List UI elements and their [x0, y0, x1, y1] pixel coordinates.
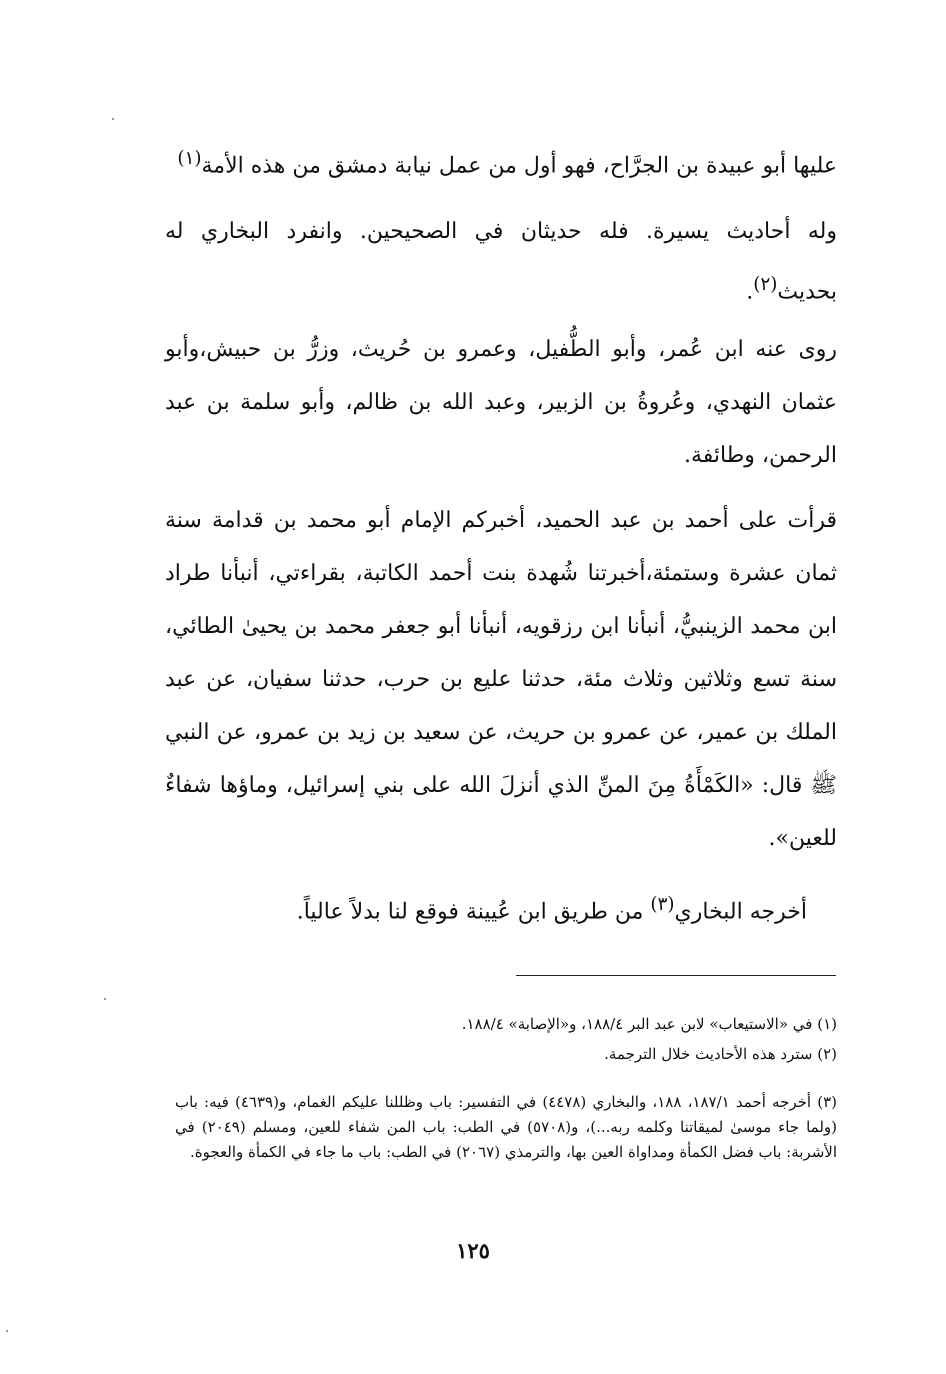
paragraph-4-text: قرأت على أحمد بن عبد الحميد، أخبركم الإمام أبو محمد بن قدامة سنة ثمان عشرة وستمئة،أخبرتنا شُهدة بنت أحمد الكاتبة، بقراءتي، أنبأنا طراد ابن محمد الزينبيُّ، أنبأنا ابن رزقويه، أنبأنا أبو جعفر محمد بن يحيىٰ الطائي، سنة تسع وثلاثين وثلاث مئة، حدثنا عليع بن حرب، حدثنا سفيان، عن عبد الملك بن عمير، عن عمرو بن حريث، عن سعيد بن زيد بن عمرو، عن النبي ﷺ قال: «الكَمْأَةُ مِنَ المنِّ الذي أنزلَ الله على بني إسرائيل، وماؤها شفاءٌ للعين». — [165, 508, 837, 851]
footnote-1-text: (١) في «الاستيعاب» لابن عبد البر ١٨٨/٤، و«الإصابة» ١٨٨/٤. — [461, 1015, 837, 1033]
scan-speck — [104, 998, 106, 1000]
footnote-divider — [516, 975, 836, 976]
paragraph-5 — [165, 878, 837, 938]
scan-speck — [6, 1330, 8, 1332]
footnote-2 — [175, 1042, 837, 1067]
footnote-ref-2[interactable]: (٢) — [753, 274, 778, 295]
paragraph-4 — [165, 494, 837, 865]
paragraph-3 — [165, 323, 837, 482]
paragraph-3-text: روى عنه ابن عُمر، وأبو الطُّفيل، وعمرو بن حُريث، وزرُّ بن حبيش،وأبو عثمان النهدي، وعُروةُ بن الزبير، وعبد الله بن ظالم، وأبو سلمة بن عبد الرحمن، وطائفة. — [165, 337, 837, 468]
page-number: ١٢٥ — [456, 1238, 490, 1263]
scan-speck — [112, 118, 114, 120]
paragraph-5-text: أخرجه البخاري — [674, 899, 807, 925]
paragraph-2-end: . — [746, 279, 754, 305]
paragraph-1-text: عليها أبو عبيدة بن الجرَّاح، فهو أول من عمل نيابة دمشق من هذه الأمة — [201, 153, 837, 179]
paragraph-5-rest: من طريق ابن عُيينة فوقع لنا بدلاً عالياً. — [296, 899, 644, 925]
paragraph-2 — [165, 205, 837, 318]
footnote-2-text: (٢) سترد هذه الأحاديث خلال الترجمة. — [604, 1045, 837, 1063]
footnote-3-text: (٣) أخرجه أحمد ١٨٧/١، ١٨٨، والبخاري (٤٤٧٨) في التفسير: باب وظللنا عليكم الغمام، و(٤٦٣٩) فيه: باب (ولما جاء موسىٰ لميقاتنا وكلمه ربه...)، و(٥٧٠٨) في الطب: باب المن شفاء للعين، ومسلم (٢٠٤٩) في الأشربة: باب فضل الكمأة ومداواة العين بها، والترمذي (٢٠٦٧) في الطب: باب ما جاء في الكمأة والعجوة. — [175, 1093, 838, 1161]
footnote-3 — [175, 1090, 837, 1165]
paragraph-2-text: وله أحاديث يسيرة. فله حديثان في الصحيحين. وانفرد البخاري له بحديث — [165, 219, 837, 305]
footnote-ref-3[interactable]: (٣) — [650, 894, 675, 915]
footnote-1 — [175, 1012, 837, 1037]
paragraph-1 — [165, 132, 837, 192]
footnote-ref-1[interactable]: (١) — [177, 148, 202, 169]
